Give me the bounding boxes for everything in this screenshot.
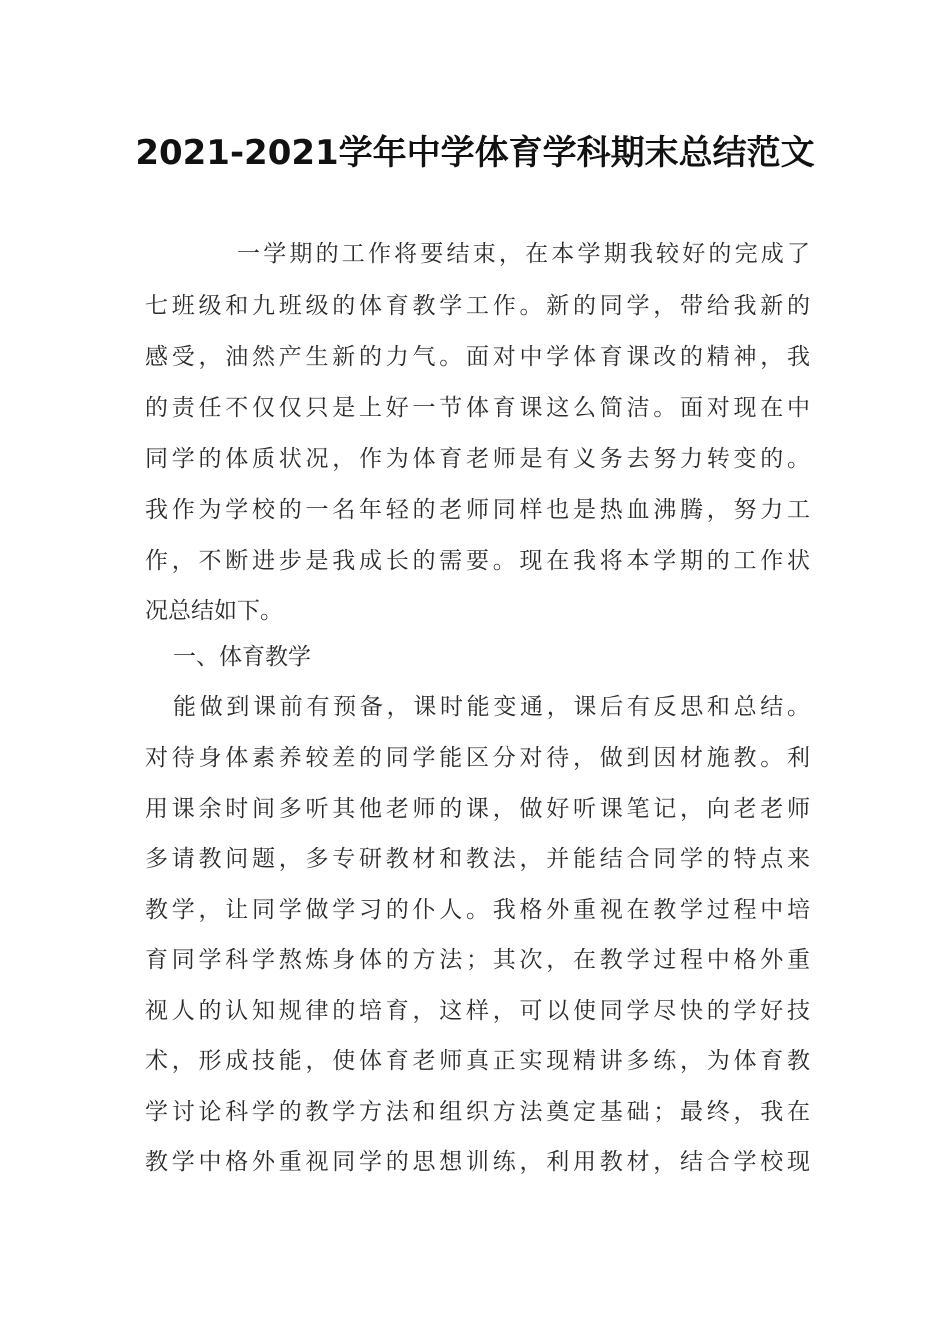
- paragraph1-line-5: 同学的体质状况，作为体育老师是有义务去努力转变的。: [145, 446, 810, 472]
- paragraph2-line-2: 对待身体素养较差的同学能区分对待，做到因材施教。利: [145, 745, 810, 771]
- section-heading: 一、体育教学: [173, 644, 311, 670]
- paragraph2-line-3: 用课余时间多听其他老师的课，做好听课笔记，向老老师: [145, 796, 810, 822]
- paragraph2-line-6: 育同学科学熬炼身体的方法；其次，在教学过程中格外重: [145, 947, 810, 973]
- paragraph2-line-1: 能做到课前有预备，课时能变通，课后有反思和总结。: [173, 694, 810, 720]
- paragraph2-line-8: 术，形成技能，使体育老师真正实现精讲多练，为体育教: [145, 1048, 810, 1074]
- paragraph2-line-5: 教学，让同学做学习的仆人。我格外重视在教学过程中培: [145, 897, 810, 923]
- paragraph1-line-3: 感受，油然产生新的力气。面对中学体育课改的精神，我: [145, 344, 810, 370]
- paragraph1-line-7: 作，不断进步是我成长的需要。现在我将本学期的工作状: [145, 548, 810, 574]
- paragraph2-line-9: 学讨论科学的教学方法和组织方法奠定基础；最终，我在: [145, 1099, 810, 1125]
- paragraph1-line-2: 七班级和九班级的体育教学工作。新的同学，带给我新的: [145, 293, 810, 319]
- paragraph1-line-8: 况总结如下。: [145, 598, 283, 624]
- paragraph1-line-4: 的责任不仅仅只是上好一节体育课这么简洁。面对现在中: [145, 395, 810, 421]
- paragraph2-line-4: 多请教问题，多专研教材和教法，并能结合同学的特点来: [145, 846, 810, 872]
- paragraph2-line-7: 视人的认知规律的培育，这样，可以使同学尽快的学好技: [145, 998, 810, 1024]
- paragraph1-line-6: 我作为学校的一名年轻的老师同样也是热血沸腾，努力工: [145, 497, 810, 523]
- paragraph2-line-10: 教学中格外重视同学的思想训练，利用教材，结合学校现: [145, 1149, 810, 1175]
- document-title: 2021-2021学年中学体育学科期末总结范文: [135, 133, 815, 173]
- paragraph1-line-1: 一学期的工作将要结束，在本学期我较好的完成了: [237, 241, 810, 267]
